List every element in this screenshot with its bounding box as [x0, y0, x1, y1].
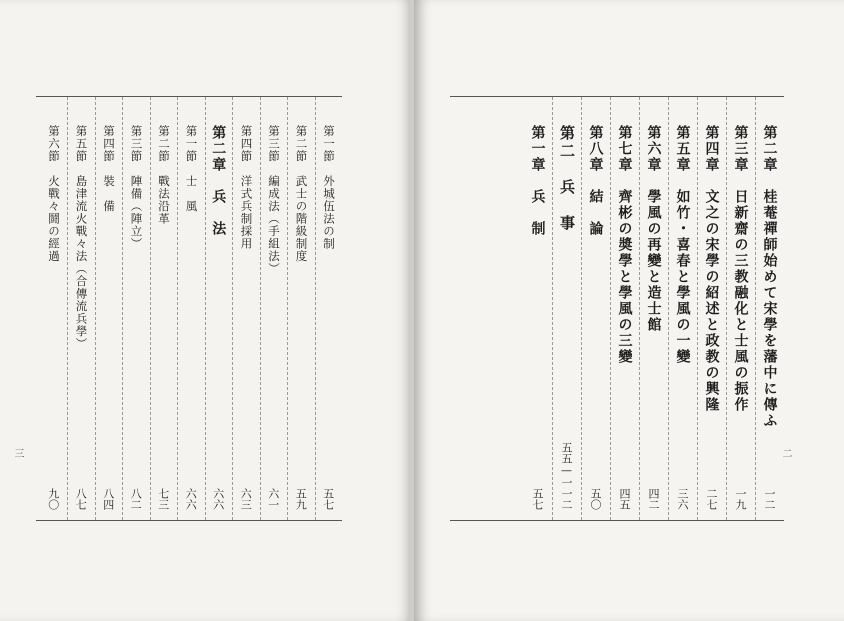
toc-entry-page-number: 五七: [531, 488, 544, 510]
toc-entry-page-number: 二七: [705, 488, 718, 510]
toc-entry: [122, 97, 150, 520]
toc-entry-page-number: 九〇: [46, 488, 60, 510]
toc-entry: [726, 97, 755, 520]
toc-entry-title: 第六章 學風の再變と造士館: [645, 125, 662, 333]
toc-entry: [95, 97, 123, 520]
toc-entry-page-number: 七三: [156, 488, 170, 510]
toc-entry-page-number: 六一: [266, 488, 280, 510]
toc-entry: [552, 97, 581, 520]
toc-entry-page-number: 一二: [763, 488, 776, 510]
toc-entry-title: 第一節 士 風: [184, 125, 199, 213]
toc-entry-title: 第二節 武士の階級制度: [294, 125, 309, 263]
toc-entry-title: 第八章 結 論: [587, 125, 604, 237]
column-divider: [552, 97, 553, 520]
toc-entry: [177, 97, 205, 520]
toc-entry: [639, 97, 668, 520]
toc-entry: [205, 97, 233, 520]
toc-entry-page-number: 八四: [101, 488, 115, 510]
toc-entry-title: 第三節 編成法（手組法）: [267, 125, 281, 275]
toc-entry-title: 第一節 外城伍法の制: [322, 125, 336, 250]
toc-entry: [287, 97, 315, 520]
toc-entry-title: 第四節 洋式兵制採用: [239, 125, 254, 250]
left-folio: 三: [12, 448, 23, 458]
toc-entry-title: 第六節 火戰々鬪の經過: [47, 125, 61, 263]
column-divider: [260, 97, 261, 520]
toc-entry-page-number: 四二: [647, 488, 660, 510]
toc-entry-title: 第五節 島津流火戰々法（合傳流兵學）: [74, 125, 89, 350]
left-page: [0, 0, 412, 621]
toc-entry-page-number: 五九: [294, 488, 308, 510]
column-divider: [639, 97, 640, 520]
column-divider: [205, 97, 206, 520]
toc-entry: [668, 97, 697, 520]
toc-entry-title: 第五章 如竹・喜春と學風の一變: [674, 125, 691, 365]
toc-entry: [523, 97, 552, 520]
column-divider: [726, 97, 727, 520]
column-divider: [122, 97, 123, 520]
toc-entry-page-number: 八七: [74, 488, 88, 510]
column-divider: [315, 97, 316, 520]
toc-entry: [697, 97, 726, 520]
toc-entry-title: 第三節 陣備（陣立）: [129, 125, 144, 250]
toc-entry-page-number: 六三: [239, 488, 253, 510]
toc-entry: [315, 97, 343, 520]
column-divider: [610, 97, 611, 520]
toc-entry-title: 第四節 裝 備: [102, 125, 116, 213]
toc-entry: [150, 97, 178, 520]
right-toc-box: [450, 96, 784, 521]
toc-entry-title: 第二節 戰法沿革: [157, 125, 171, 225]
toc-entry-title: 第四章 文之の宋學の紹述と政教の興隆: [703, 125, 720, 413]
toc-entry-title: 第七章 齊彬の奬學と學風の三變: [616, 125, 633, 365]
toc-entry-title: 第二 兵 事: [558, 125, 576, 233]
right-page: [414, 0, 844, 621]
toc-entry-title: 第二章 桂菴禪師始めて宋學を藩中に傳ふ: [761, 125, 778, 429]
toc-entry-title: 第二章 兵 法: [210, 125, 227, 237]
column-divider: [150, 97, 151, 520]
toc-entry-page-number: 一九: [734, 488, 747, 510]
toc-entry-page-number: 四五: [618, 488, 631, 510]
toc-entry: [40, 97, 68, 520]
toc-entry-page-number: 五〇: [589, 488, 602, 510]
toc-entry-page-number: 六六: [211, 488, 225, 510]
column-divider: [95, 97, 96, 520]
column-divider: [668, 97, 669, 520]
toc-entry-title: 第一章 兵 制: [529, 125, 546, 237]
toc-entry: [67, 97, 95, 520]
toc-entry: [610, 97, 639, 520]
toc-entry-page-number: 五五—一一二: [560, 442, 573, 510]
toc-entry: [581, 97, 610, 520]
column-divider: [581, 97, 582, 520]
left-toc-box: [36, 96, 342, 521]
toc-entry-page-number: 六六: [184, 488, 198, 510]
right-folio: 二: [780, 448, 791, 458]
toc-entry-page-number: 五七: [321, 488, 335, 510]
toc-entry: [232, 97, 260, 520]
toc-entry-title: 第三章 日新齋の三教融化と士風の振作: [732, 125, 749, 413]
column-divider: [232, 97, 233, 520]
column-divider: [177, 97, 178, 520]
column-divider: [67, 97, 68, 520]
column-divider: [755, 97, 756, 520]
toc-entry-page-number: 三六: [676, 488, 689, 510]
toc-entry-page-number: 八二: [129, 488, 143, 510]
toc-entry: [260, 97, 288, 520]
column-divider: [287, 97, 288, 520]
column-divider: [697, 97, 698, 520]
